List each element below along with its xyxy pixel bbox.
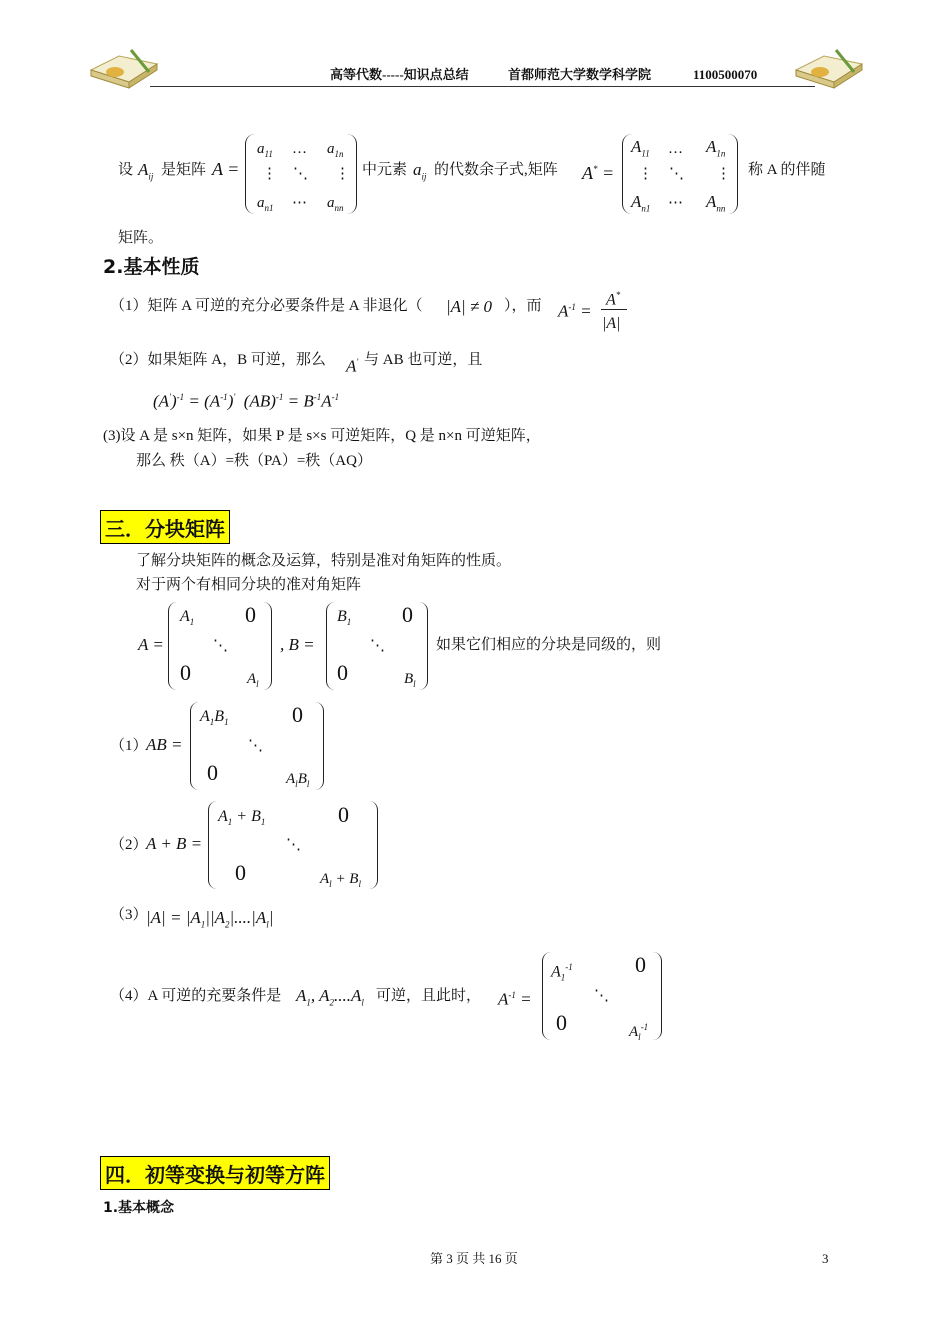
header-title: 高等代数-----知识点总结: [330, 67, 469, 82]
footer-page-number: 3: [822, 1251, 829, 1266]
header-code: 1100500070: [693, 67, 758, 82]
intro-text-1: 设: [118, 162, 134, 178]
section4-subheading: 1.基本概念: [103, 1200, 175, 1216]
book-icon-right: [790, 42, 870, 92]
section3-line2: 对于两个有相同分块的准对角矩阵: [136, 577, 362, 593]
intro-text-4: 的代数余子式,矩阵: [434, 162, 558, 178]
footer-page-text: 第 3 页 共 16 页: [430, 1251, 518, 1266]
section3-heading: 三．分块矩阵: [100, 510, 230, 544]
header-institution: 首都师范大学数学科学院: [508, 67, 652, 82]
book-icon-left: [85, 42, 165, 92]
formula-Astar-eq: A* =: [582, 163, 615, 183]
formula-A-eq: A =: [212, 159, 240, 179]
matrix-a-left-paren: [245, 134, 256, 214]
section3-cond: 如果它们相应的分块是同级的，则: [436, 637, 662, 653]
section4-heading: 四．初等变换与初等方阵: [100, 1156, 330, 1190]
header-rule: [150, 86, 815, 87]
intro-text-3: 中元素: [362, 162, 408, 178]
intro-text-5: 称 A 的伴随: [748, 162, 826, 178]
intro-text-2: 是矩阵: [161, 162, 207, 178]
matrix-a-right-paren: [346, 134, 357, 214]
formula-Aij: $A_{ij}$: [138, 160, 154, 182]
section2-heading: 2.基本性质: [103, 256, 200, 278]
section3-line1: 了解分块矩阵的概念及运算，特别是准对角矩阵的性质。: [136, 553, 512, 569]
intro-text-6: 矩阵。: [118, 230, 164, 246]
